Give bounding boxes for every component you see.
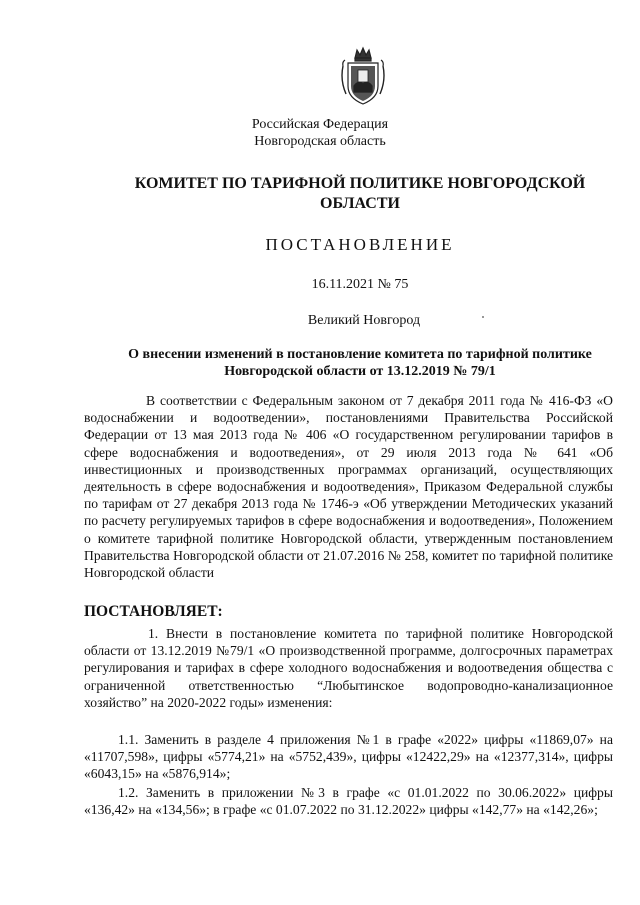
item-1-paragraph: 1. Внести в постановление комитета по тарифной политике Новгородской области от 13.12.2019 №79/1 «О производственной программе, долгосрочных параметрах регулирования и тарифах в сфере холодного водоснабжения и водоотведения общества с ограниченной ответственностью “Любытинское водопроводно-канализационное хозяйство” на 2020-2022 годы» изменения: xyxy=(84,626,613,710)
item-1-2-paragraph: 1.2. Заменить в приложении №3 в графе «с 01.01.2022 по 30.06.2022» цифры «136,42» на «134,56»; в графе «с 01.07.2022 по 31.12.2022» цифры «142,77» на «142,26»; xyxy=(84,785,613,818)
scan-speck xyxy=(482,316,484,318)
preamble-paragraph: В соответствии с Федеральным законом от 7 декабря 2011 года № 416-ФЗ «О водоснабжении и водоотведении», постановлениями Правительства Российской Федерации от 13 мая 2013 года № 406 «О государственном регулировании тарифов в сфере водоснабжения и водоотведения», от 29 июля 2013 года № 641 «Об инвестиционных и производственных программах организаций, осуществляющих деятельность в сфере водоснабжения и водоотведения», Приказом Федеральной службы по тарифам от 27 декабря 2013 года № 1746-э «Об утверждении Методических указаний по расчету регулируемых тарифов в сфере водоснабжения и водоотведения», Положением о комитете тарифной политике Новгородской области, утвержденным постановлением Правительства Новгородской области от 21.07.2016 № 258, комитет по тарифной политике Новгородской области xyxy=(84,393,613,581)
committee-title: КОМИТЕТ ПО ТАРИФНОЙ ПОЛИТИКЕ НОВГОРОДСКОЙ ОБЛАСТИ xyxy=(134,175,586,212)
coat-of-arms-icon xyxy=(340,46,386,108)
decree-word: ПОСТАНОВЛЯЕТ: xyxy=(84,603,223,620)
item-1-1-paragraph: 1.1. Заменить в разделе 4 приложения №1 в графе «2022» цифры «11869,07» на «11707,598», цифры «5774,21» на «5752,439», цифры «12422,29» на «12377,314», цифры «6043,15» на «5876,914»; xyxy=(84,732,613,782)
document-type: ПОСТАНОВЛЕНИЕ xyxy=(265,235,455,254)
date-number: 16.11.2021 № 75 xyxy=(311,277,409,292)
city-name: Великий Новгород xyxy=(307,313,421,328)
document-subject: О внесении изменений в постановление комитета по тарифной политике Новгородской области от 13.12.2019 № 79/1 xyxy=(128,347,592,379)
region-name: Новгородская область xyxy=(254,134,386,149)
country-name: Российская Федерация xyxy=(251,117,389,132)
